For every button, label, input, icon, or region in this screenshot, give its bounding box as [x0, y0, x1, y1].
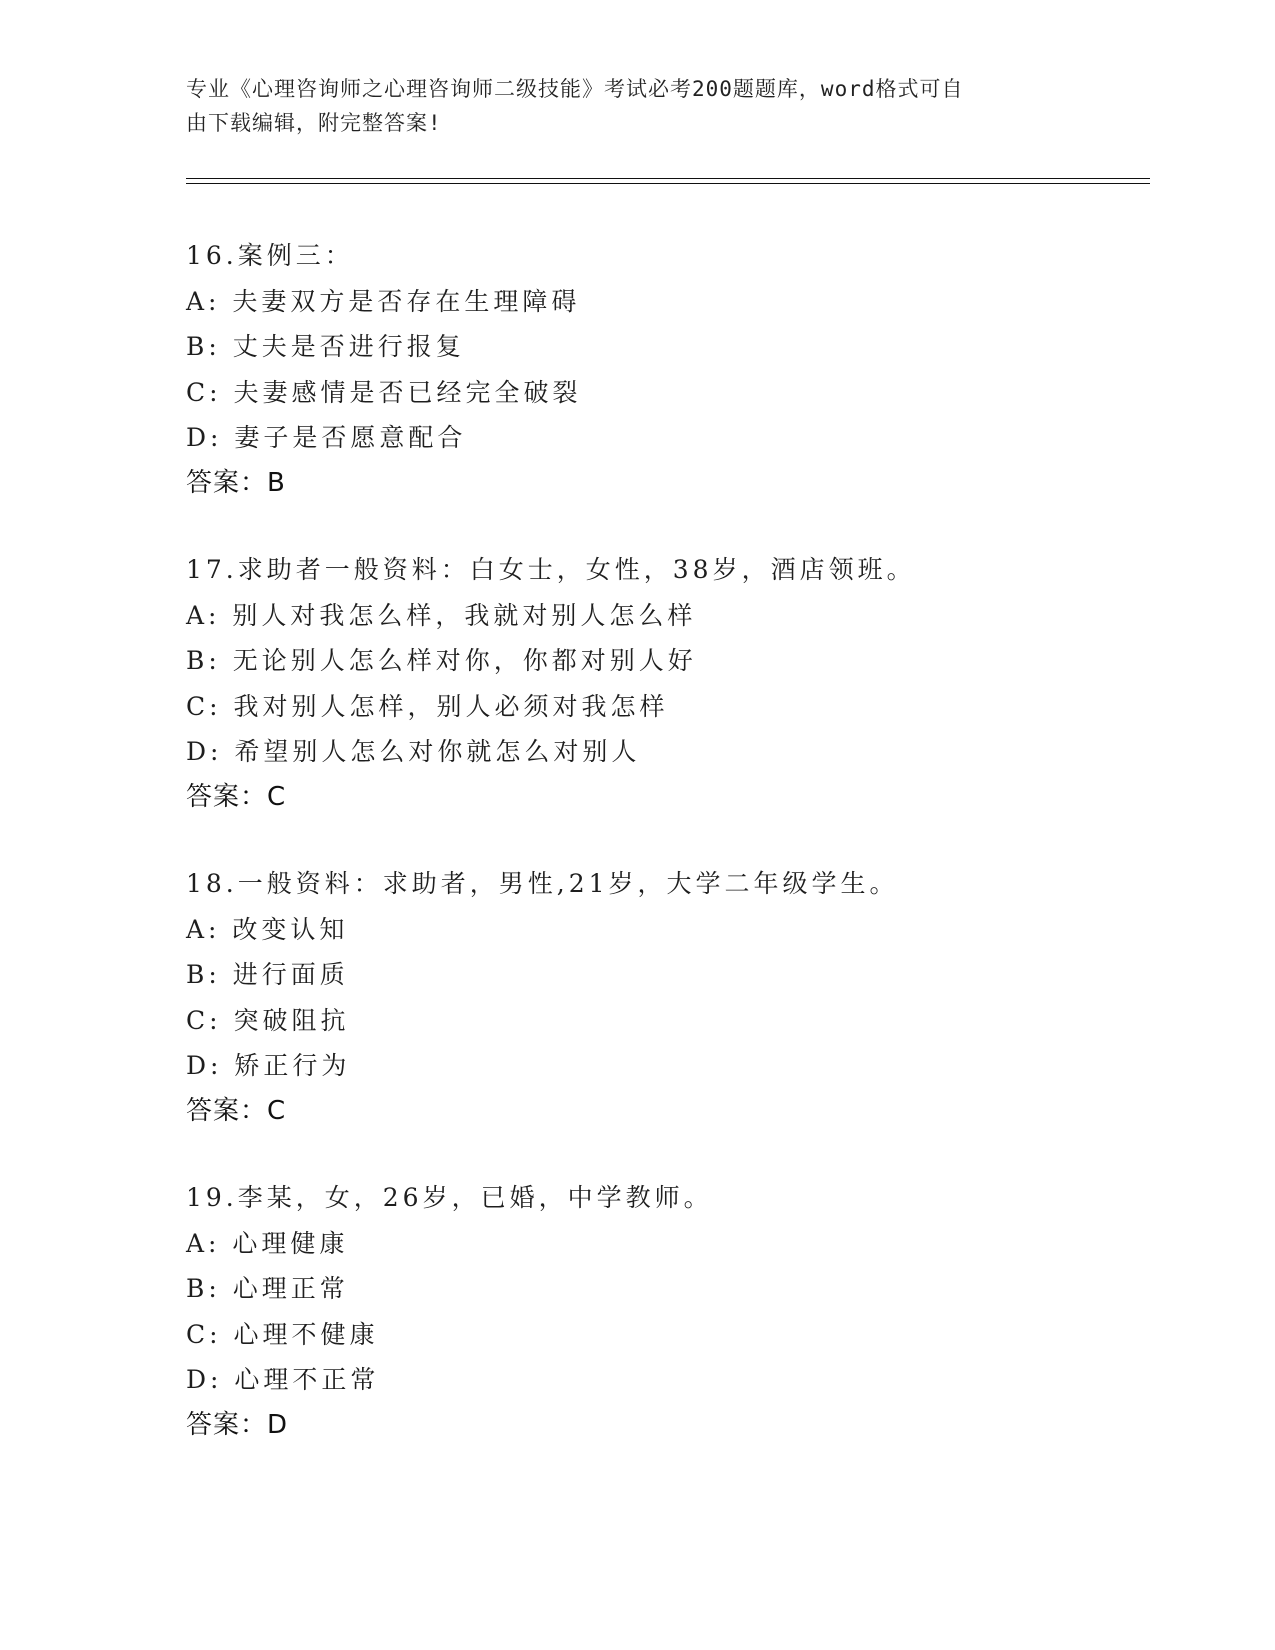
header-divider-bottom	[186, 183, 1150, 184]
option-d: D: 妻子是否愿意配合	[186, 423, 467, 452]
option-a: A: 夫妻双方是否存在生理障碍	[186, 286, 581, 316]
answer-line: 答案：B	[186, 467, 286, 498]
option-b: B: 进行面质	[186, 960, 349, 989]
question-stem: 18.一般资料：求助者，男性,21岁，大学二年级学生。	[186, 869, 899, 898]
option-a: A: 改变认知	[186, 914, 349, 944]
option-b: B: 无论别人怎么样对你，你都对别人好	[186, 646, 697, 675]
option-b: B: 丈夫是否进行报复	[186, 332, 465, 361]
header-line-2: 由下载编辑，附完整答案!	[186, 111, 442, 135]
option-d: D: 矫正行为	[186, 1051, 351, 1080]
answer-line: 答案：D	[186, 1409, 289, 1440]
document-header	[186, 72, 1086, 140]
question-16	[186, 233, 1146, 506]
option-c: C: 突破阻抗	[186, 1005, 350, 1035]
question-stem: 19.李某，女，26岁，已婚，中学教师。	[186, 1183, 713, 1212]
question-stem: 16.案例三：	[186, 241, 354, 270]
option-b: B: 心理正常	[186, 1274, 349, 1303]
option-d: D: 心理不正常	[186, 1365, 380, 1394]
question-17	[186, 547, 1146, 820]
option-a: A: 心理健康	[186, 1228, 349, 1258]
question-18	[186, 861, 1146, 1134]
question-list	[186, 233, 1146, 1489]
option-c: C: 心理不健康	[186, 1319, 379, 1349]
header-divider-top	[186, 178, 1150, 179]
option-c: C: 我对别人怎样，别人必须对我怎样	[186, 691, 669, 721]
option-a: A: 别人对我怎么样，我就对别人怎么样	[186, 600, 697, 630]
option-d: D: 希望别人怎么对你就怎么对别人	[186, 737, 641, 766]
answer-line: 答案：C	[186, 781, 287, 812]
question-19	[186, 1175, 1146, 1448]
answer-line: 答案：C	[186, 1095, 287, 1126]
question-stem: 17.求助者一般资料：白女士，女性，38岁，酒店领班。	[186, 555, 916, 584]
option-c: C: 夫妻感情是否已经完全破裂	[186, 377, 582, 407]
header-line-1: 专业《心理咨询师之心理咨询师二级技能》考试必考200题题库，word格式可自	[186, 77, 964, 101]
